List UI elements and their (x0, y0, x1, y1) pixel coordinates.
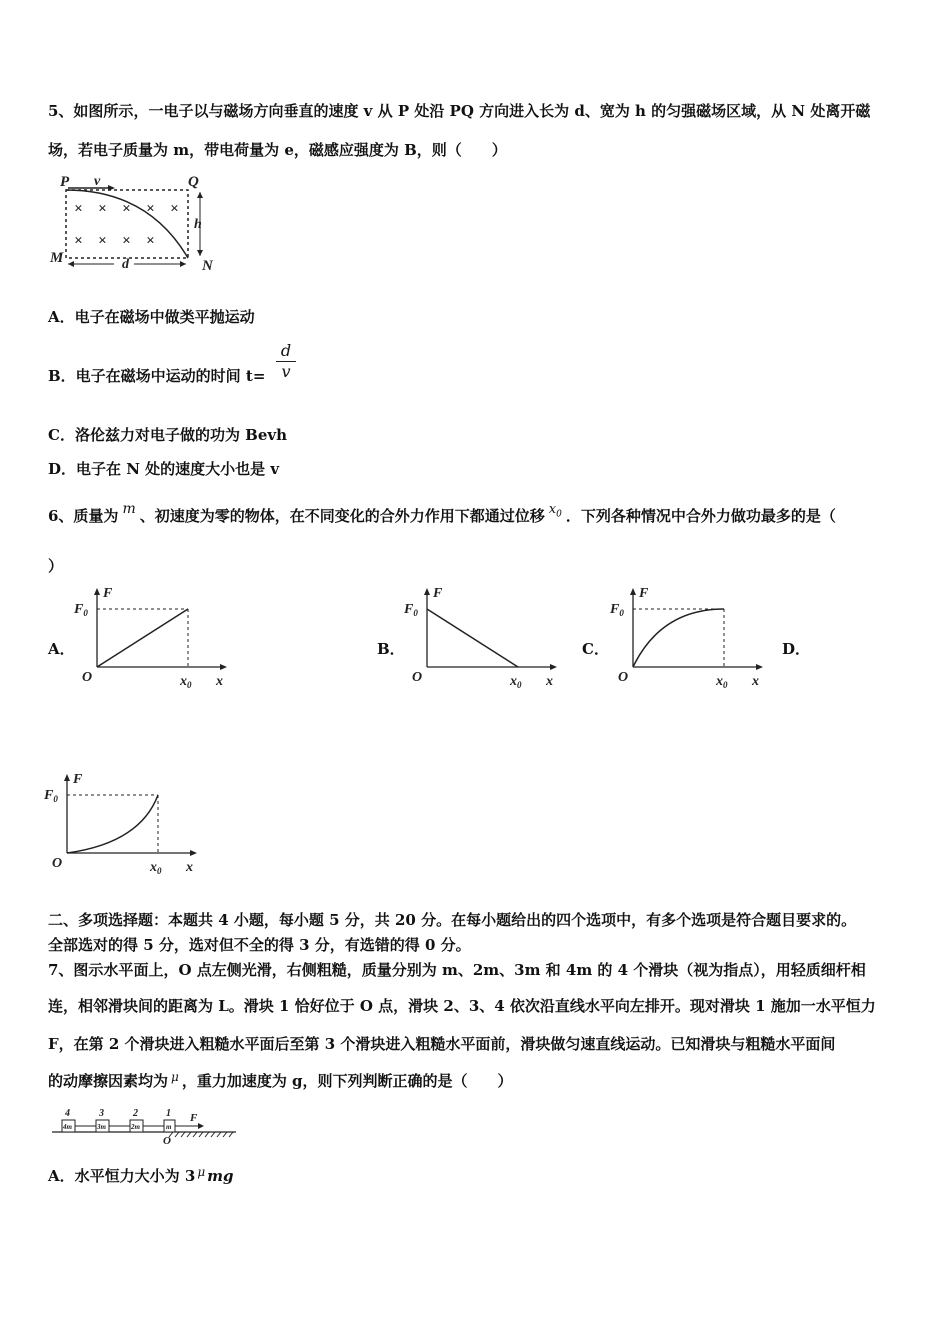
F0-base: F (610, 602, 620, 617)
q7-stem-line3: F，在第 2 个滑块进入粗糙水平面后至第 3 个滑块进入粗糙水平面前，滑块做匀速直线运动。已知滑块与粗糙水平面间 (48, 1035, 836, 1053)
axis-label-F: F (639, 586, 649, 601)
x0-base: x (150, 860, 157, 875)
x0-sub: 0 (723, 680, 728, 690)
x0-sub: 0 (187, 680, 192, 690)
force-label-F: F (190, 1112, 198, 1124)
q7-option-a[interactable] (48, 1166, 234, 1187)
label-M: M (50, 250, 64, 266)
block-mass-4m: 4m (63, 1123, 72, 1131)
q7-option-a-text: A．水平恒力大小为 3 (48, 1167, 196, 1185)
force-curve (427, 609, 518, 667)
x0-sub: 0 (556, 509, 562, 520)
cross-mark: × (74, 233, 83, 249)
q5-stem-line1: 5、如图所示，一电子以与磁场方向垂直的速度 v 从 P 处沿 PQ 方向进入长为 d、宽为 h 的匀强磁场区域，从 N 处离开磁 (48, 102, 871, 120)
label-N: N (202, 258, 213, 274)
q7-stem-line1: 7、图示水平面上，O 点左侧光滑，右侧粗糙，质量分别为 m、2m、3m 和 4m 的 4 个滑块（视为指点），用轻质细杆相 (48, 961, 866, 979)
tick-x0 (149, 860, 162, 876)
label-Q: Q (188, 174, 199, 190)
axis-label-F0 (609, 602, 624, 618)
block-mass-2m: 2m (131, 1123, 140, 1131)
q5-option-c[interactable]: C．洛伦兹力对电子做的功为 Bevh (48, 426, 288, 444)
q5-stem-line2: 场，若电子质量为 m，带电荷量为 e，磁感应强度为 B，则（ ） (48, 141, 507, 159)
x0-base: x (510, 674, 517, 689)
label-d: d (122, 257, 129, 272)
q6-option-a-label[interactable]: A． (48, 640, 75, 658)
q5-option-b[interactable]: B．电子在磁场中运动的时间 t= (48, 367, 266, 385)
tick-x0 (715, 674, 728, 690)
q6-stem-line2: ） (48, 557, 64, 575)
q6-mass-symbol: m (122, 501, 136, 517)
F0-sub: 0 (83, 608, 88, 618)
force-curve (97, 609, 188, 667)
force-curve (633, 609, 724, 667)
q6-text-part1: 6、质量为 (48, 507, 119, 525)
F0-base: F (74, 602, 84, 617)
section2-heading-line2: 全部选对的得 5 分，选对但不全的得 3 分，有选错的得 0 分。 (48, 936, 471, 954)
q6-text-part3: ．下列各种情况中合外力做功最多的是（ (565, 507, 836, 525)
axis-label-F0 (73, 602, 88, 618)
slider-number-3: 3 (99, 1108, 104, 1119)
q7-option-a-mg: mg (207, 1167, 234, 1185)
origin-label-O: O (163, 1135, 171, 1147)
block-mass-3m: 3m (97, 1123, 106, 1131)
F0-sub: 0 (53, 794, 58, 804)
q6-graph-a (70, 585, 230, 690)
q6-text-part2: 、初速度为零的物体，在不同变化的合外力作用下都通过位移 (139, 507, 545, 525)
label-P: P (60, 174, 70, 190)
x0-sub: 0 (157, 866, 162, 876)
cross-mark: × (122, 233, 131, 249)
q7-stem-line2: 连，相邻滑块间的距离为 L。滑块 1 恰好位于 O 点，滑块 2、3、4 依次沿直线水平向左排开。现对滑块 1 施加一水平恒力 (48, 997, 876, 1015)
section2-heading-line1: 二、多项选择题：本题共 4 小题，每小题 5 分，共 20 分。在每小题给出的四个选项中，有多个选项是符合题目要求的。 (48, 911, 857, 929)
x0-base: x (716, 674, 723, 689)
q7-sliders-figure (48, 1105, 248, 1147)
block-mass-m: m (166, 1123, 172, 1131)
x0-base: x (548, 502, 557, 517)
axis-label-x: x (546, 674, 553, 689)
axis-label-F0 (403, 602, 418, 618)
origin-label: O (82, 670, 93, 685)
force-curve (67, 795, 158, 853)
F0-base: F (404, 602, 414, 617)
F0-sub: 0 (619, 608, 624, 618)
label-v: v (94, 174, 101, 189)
q6-graph-b (400, 585, 560, 690)
axis-label-F: F (73, 772, 83, 787)
axis-label-F: F (433, 586, 443, 601)
cross-mark: × (98, 201, 107, 217)
F0-base: F (44, 788, 54, 803)
x0-base: x (180, 674, 187, 689)
q6-graph-d (40, 771, 200, 876)
q6-option-b-label[interactable]: B． (377, 640, 405, 658)
q5-option-d[interactable]: D．电子在 N 处的速度大小也是 v (48, 460, 280, 478)
q6-graph-c (606, 585, 766, 690)
mu-symbol: μ (197, 1165, 206, 1179)
axis-label-F0 (43, 788, 58, 804)
mu-symbol: μ (171, 1070, 179, 1084)
cross-mark: × (146, 233, 155, 249)
tick-x0 (179, 674, 192, 690)
q7-text-part-a: 的动摩擦因素均为 (48, 1072, 169, 1090)
origin-label: O (412, 670, 423, 685)
fraction-denominator: v (281, 362, 291, 381)
q6-option-c-label[interactable]: C． (582, 640, 609, 658)
cross-mark: × (146, 201, 155, 217)
q7-stem-line4 (48, 1071, 513, 1092)
axis-label-x: x (216, 674, 223, 689)
q5-option-a[interactable]: A．电子在磁场中做类平抛运动 (48, 308, 255, 326)
q5-magnetic-field-figure (48, 170, 228, 280)
tick-x0 (509, 674, 522, 690)
origin-label: O (52, 856, 63, 871)
cross-mark: × (98, 233, 107, 249)
q5-option-b-fraction (276, 342, 296, 381)
fraction-numerator: d (280, 341, 292, 360)
q6-option-d-label[interactable]: D． (782, 640, 811, 658)
cross-mark: × (122, 201, 131, 217)
axis-label-x: x (752, 674, 759, 689)
origin-label: O (618, 670, 629, 685)
cross-mark: × (170, 201, 179, 217)
slider-number-2: 2 (133, 1108, 138, 1119)
x0-sub: 0 (517, 680, 522, 690)
slider-number-1: 1 (166, 1108, 171, 1119)
cross-mark: × (74, 201, 83, 217)
q6-displacement-symbol (545, 502, 566, 520)
label-h: h (194, 217, 202, 232)
q6-stem-line1 (48, 501, 836, 533)
axis-label-F: F (103, 586, 113, 601)
F0-sub: 0 (413, 608, 418, 618)
q7-text-part-b: ，重力加速度为 g，则下列判断正确的是（ ） (181, 1072, 513, 1090)
slider-number-4: 4 (65, 1108, 70, 1119)
axis-label-x: x (186, 860, 193, 875)
